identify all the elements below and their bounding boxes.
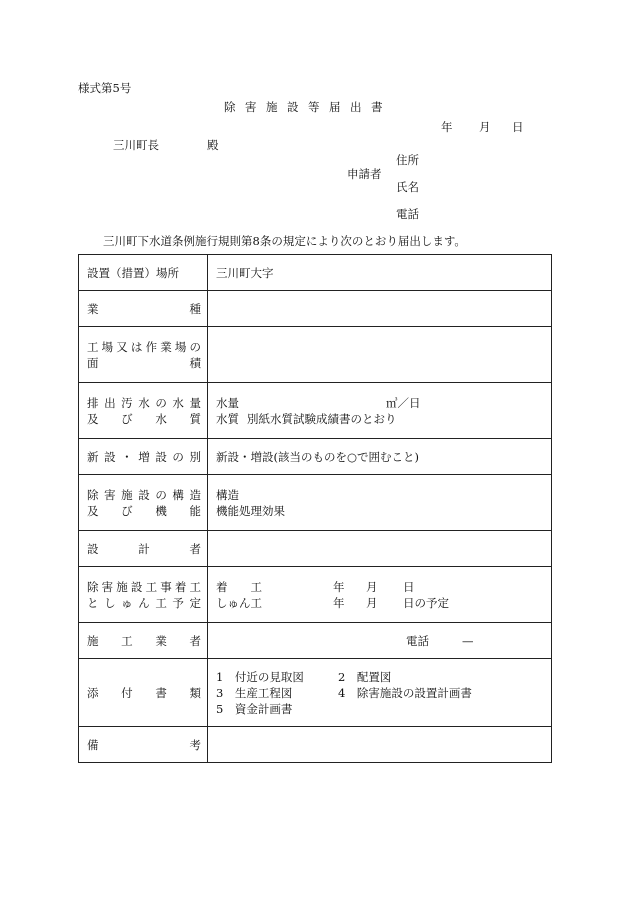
attachment-item: 2 配置図 — [338, 669, 392, 684]
wastewater-label-line2: 及 び 水 質 — [87, 411, 201, 426]
address-label: 住所 — [396, 153, 419, 167]
row-new-or-expansion — [79, 439, 552, 475]
remarks-label: 備 考 — [87, 737, 201, 752]
date-month-label: 月 — [479, 120, 491, 134]
area-label-line2: 面 積 — [87, 355, 201, 370]
row-designer — [79, 531, 552, 567]
end-label: しゅん工 — [216, 595, 262, 610]
start-year: 年 — [333, 579, 345, 594]
phone-label: 電話 — [396, 207, 419, 221]
label-cell — [79, 623, 208, 659]
attachment-item: 4 除害施設の設置計画書 — [338, 685, 472, 700]
industry-label: 業 種 — [87, 301, 201, 316]
wastewater-label-line1: 排 出 汚 水 の 水 量 — [87, 395, 201, 410]
date-day-label: 日 — [512, 120, 524, 134]
structure-line: 構造 — [216, 487, 239, 502]
attachments-value[interactable] — [208, 659, 552, 727]
label-cell — [79, 727, 208, 763]
remarks-value[interactable] — [208, 727, 552, 763]
structure-value[interactable] — [208, 475, 552, 531]
notification-form-table — [78, 254, 552, 763]
start-month: 月 — [366, 579, 378, 594]
end-month: 月 — [366, 595, 378, 610]
attachment-item: 3 生産工程図 — [216, 685, 293, 700]
schedule-value[interactable] — [208, 567, 552, 623]
start-label: 着 工 — [216, 579, 262, 594]
attachments-label: 添 付 書 類 — [87, 685, 201, 700]
water-quality-label: 水質 — [216, 411, 239, 426]
addressee: 三川町長 — [113, 138, 159, 152]
label-cell — [79, 659, 208, 727]
row-industry — [79, 291, 552, 327]
document-title: 除害施設等届出書 — [224, 100, 392, 114]
form-number: 様式第5号 — [78, 81, 132, 95]
schedule-label-line1: 除 害 施 設 工 事 着 工 — [87, 579, 201, 594]
label-cell — [79, 531, 208, 567]
contractor-phone-label: 電話 — [406, 633, 429, 648]
start-day: 日 — [403, 579, 415, 594]
new-or-expansion-label: 新 設 ・ 増 設 の 別 — [87, 449, 201, 464]
new-or-expansion-value[interactable]: 新設・増設(該当のものを○で囲むこと) — [208, 439, 552, 475]
designer-label: 設 計 者 — [87, 541, 201, 556]
row-contractor — [79, 623, 552, 659]
end-year: 年 — [333, 595, 345, 610]
applicant-label: 申請者 — [347, 167, 382, 181]
intro-text: 三川町下水道条例施行規則第8条の規定により次のとおり届出します。 — [103, 234, 466, 248]
water-amount-label: 水量 — [216, 395, 239, 410]
location-label: 設置（措置）場所 — [87, 265, 179, 280]
honorific: 殿 — [207, 138, 219, 152]
location-value[interactable]: 三川町大字 — [208, 255, 552, 291]
row-construction-schedule — [79, 567, 552, 623]
water-amount-unit: ㎥／日 — [386, 395, 421, 410]
designer-value[interactable] — [208, 531, 552, 567]
name-label: 氏名 — [396, 180, 419, 194]
contractor-label: 施 工 業 者 — [87, 633, 201, 648]
water-quality-value: 別紙水質試験成績書のとおり — [247, 411, 397, 426]
row-area — [79, 327, 552, 383]
area-label-line1: 工 場 又 は 作 業 場 の — [87, 339, 201, 354]
date-year-label: 年 — [441, 120, 453, 134]
row-remarks — [79, 727, 552, 763]
row-location — [79, 255, 552, 291]
label-cell — [79, 327, 208, 383]
row-attachments — [79, 659, 552, 727]
area-value[interactable] — [208, 327, 552, 383]
row-wastewater — [79, 383, 552, 439]
attachment-item: 1 付近の見取図 — [216, 669, 304, 684]
schedule-label-line2: と し ゅ ん 工 予 定 — [87, 595, 201, 610]
function-line: 機能処理効果 — [216, 503, 285, 518]
contractor-value[interactable] — [208, 623, 552, 659]
wastewater-value[interactable] — [208, 383, 552, 439]
attachment-item: 5 資金計画書 — [216, 701, 293, 716]
row-structure — [79, 475, 552, 531]
structure-label-line1: 除 害 施 設 の 構 造 — [87, 487, 201, 502]
industry-value[interactable] — [208, 291, 552, 327]
contractor-phone-dash: — — [462, 633, 474, 648]
label-cell — [79, 291, 208, 327]
label-cell — [79, 475, 208, 531]
label-cell — [79, 567, 208, 623]
structure-label-line2: 及 び 機 能 — [87, 503, 201, 518]
label-cell — [79, 439, 208, 475]
label-cell — [79, 383, 208, 439]
label-cell — [79, 255, 208, 291]
end-day: 日の予定 — [403, 595, 449, 610]
